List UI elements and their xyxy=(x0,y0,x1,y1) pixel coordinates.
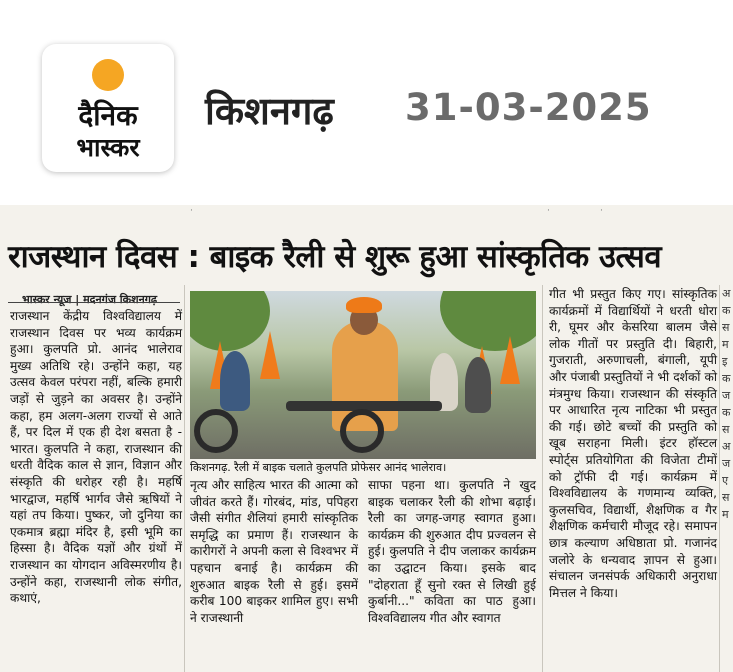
column-1-text: राजस्थान केंद्रीय विश्वविद्यालय में राजस्थान दिवस पर भव्य कार्यक्रम हुआ। कुलपति प्रो. आनंद भालेराव मुख्य अतिथि रहे। उन्होंने कहा, यह उत्सव केवल परंपरा नहीं, बल्कि हमारी जड़ों से जुड़ने का अवसर है। उन्होंने कहा, हम अलग-अलग राज्यों से आते हैं, पर दिल में एक ही देश बसता है - भारत। कुलपति ने कहा, राजस्थान की धरती वैदिक काल से ज्ञान, विज्ञान और संस्कृति की धरोहर रही है। महर्षि भारद्वाज, महर्षि भार्गव जैसे ऋषियों ने यहां तप किया। पुष्कर, जो दुनिया का एकमात्र ब्रह्मा मंदिर है, इसी भूमि का हिस्सा है। वैदिक यज्ञों और ग्रंथों में राजस्थान का योगदान अविस्मरणीय है। उन्होंने कहा, राजस्थानी लोक संगीत, कथाएं, xyxy=(10,309,182,606)
article-byline: भास्कर न्यूज | मदनगंज किशनगढ़ xyxy=(22,293,158,306)
newspaper-clipping xyxy=(0,205,733,672)
cut-off-top-strip: · · · xyxy=(190,206,603,216)
column-divider xyxy=(542,285,543,672)
article-headline: राजस्थान दिवस : बाइक रैली से शुरू हुआ सांस्कृतिक उत्सव xyxy=(8,239,662,275)
logo-line1: दैनिक xyxy=(78,99,138,132)
column-3-text: साफा पहना था। कुलपति ने खुद बाइक चलाकर रैली की शोभा बढ़ाई। रैली का जगह-जगह स्वागत हुआ। कार्यक्रम की शुरुआत दीप प्रज्वलन से हुई। कुलपति ने दीप जलाकर कार्यक्रम का उद्घाटन किया। इसके बाद "दोहराता हूँ सुनो रक्त से लिखी हुई कुर्बानी..." कविता का पाठ हुआ। विश्वविद्यालय गीत और स्वागत xyxy=(368,478,536,625)
logo-line2: भास्कर xyxy=(76,133,140,162)
byline-rule xyxy=(8,302,180,303)
turban-shape xyxy=(346,297,382,313)
article-column-3 xyxy=(368,477,536,626)
clip-header xyxy=(0,0,733,200)
photo-caption: किशनगढ़. रैली में बाइक चलाते कुलपति प्रोफेसर आनंद भालेराव। xyxy=(190,459,536,476)
article-column-1 xyxy=(10,308,182,607)
edition-date: 31-03-2025 xyxy=(405,86,652,129)
rally-photo xyxy=(190,291,536,459)
column-2-text: नृत्य और साहित्य भारत की आत्मा को जीवंत करते हैं। गोरबंद, मांड, पपिहरा जैसी संगीत शैलियां हमारी सांस्कृतिक समृद्धि का प्रमाण हैं। राजस्थान के कारीगरों ने अपनी कला से विश्वभर में पहचान बनाई है। कार्यक्रम की शुरुआत बाइक रैली से हुई। इसमें करीब 100 बाइकर शामिल हुए। सभी ने राजस्थानी xyxy=(190,478,358,625)
column-divider xyxy=(184,285,185,672)
sun-icon xyxy=(92,59,124,91)
edition-city: किशनगढ़ xyxy=(205,89,334,133)
dainik-bhaskar-logo xyxy=(42,44,174,172)
column-4-text: गीत भी प्रस्तुत किए गए। सांस्कृतिक कार्यक्रमों में विद्यार्थियों ने धरती धोरा री, घूमर और केसरिया बालम जैसे लोक गीतों पर प्रस्तुति दी। बिहारी, गुजराती, अरुणाचली, बंगाली, यूपी और पंजाबी प्रस्तुतियों ने भी दर्शकों को मंत्रमुग्ध किया। राजस्थान की संस्कृति पर आधारित नृत्य नाटिका भी प्रस्तुत की गई। छोटे बच्चों की प्रस्तुति को खूब सराहना मिली। इंटर हॉस्टल स्पोर्ट्स प्रतियोगिता की विजेता टीमों को ट्रॉफी दी गई। कार्यक्रम में विश्वविद्यालय के गणमान्य व्यक्ति, कुलसचिव, विद्यार्थी, शैक्षणिक व गैर शैक्षणिक कर्मचारी मौजूद रहे। समापन छात्र कल्याण अधिष्ठाता प्रो. गजानंद जलोरे के धन्यवाद ज्ञापन से हुआ। संचालन जनसंपर्क अधिकारी अनुराधा मित्तल ने किया। xyxy=(549,287,717,600)
bike-wheel xyxy=(340,409,384,453)
bike-wheel-left xyxy=(194,409,238,453)
article-column-4 xyxy=(549,286,717,601)
article-column-2 xyxy=(190,477,358,626)
adjacent-article-fragment: अ क स म इ क ज क स अ ज ए स म xyxy=(722,287,731,521)
column-divider xyxy=(719,285,720,672)
